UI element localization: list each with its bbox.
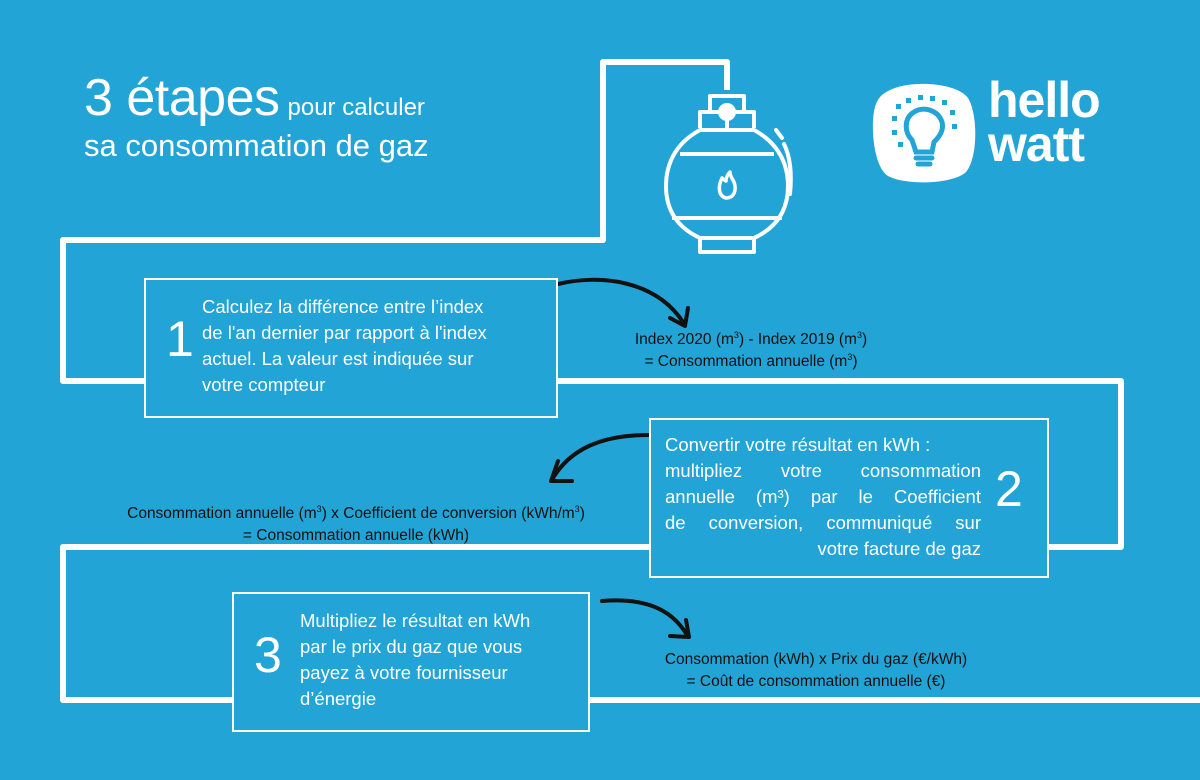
title-small: pour calculer	[287, 94, 425, 121]
step-2-box	[649, 418, 1049, 578]
step-3-line: Multipliez le résultat en kWh	[300, 610, 531, 631]
flame-icon	[719, 172, 735, 198]
step-1-line: votre compteur	[202, 374, 326, 395]
page-title	[84, 69, 429, 163]
step-2-number: 2	[995, 461, 1023, 517]
step-1-line: de l'an dernier par rapport à l'index	[202, 322, 487, 343]
step-1-number: 1	[166, 311, 194, 367]
step-1-line: actuel. La valeur est indiquée sur	[202, 348, 474, 369]
step-1-text	[202, 294, 487, 398]
step-1-formula: Index 2020 $(m^3)$ - Index 2019 $(m^3)$ = Consommation annuelle $(m^3)$	[634, 329, 868, 370]
logo-line2: watt	[988, 116, 1084, 172]
logo-wordmark	[988, 72, 1100, 172]
logo-line1: hello	[988, 72, 1100, 128]
step-2-line: multipliez votre consommation	[665, 460, 981, 481]
step-2-text	[665, 432, 981, 562]
step-3-formula: Consommation (kWh) x Prix du gaz (€/kWh) = Coût de consommation annuelle (€)	[664, 651, 968, 690]
step-2-line: annuelle (m³) par le Coefficient	[665, 486, 981, 507]
title-big: 3 étapes	[84, 69, 280, 127]
step-1-box	[144, 278, 558, 418]
step-2-line: Convertir votre résultat en kWh :	[665, 434, 931, 455]
step-2-formula: Consommation annuelle $(m^3)$ x Coefficient de conversion $(kWh/m^3)$ = Consommation annuelle (kWh)	[127, 503, 585, 544]
gas-bottle-icon	[660, 84, 800, 254]
lightbulb-icon	[870, 78, 978, 186]
step-1-line: Calculez la différence entre l’index	[202, 296, 484, 317]
step-3-box	[232, 592, 590, 732]
step-3-line: payez à votre fournisseur	[300, 662, 508, 683]
step-3-number: 3	[254, 627, 282, 683]
step-2-line: de conversion, communiqué sur	[665, 512, 981, 533]
title-line2: sa consommation de gaz	[84, 128, 429, 163]
step-2-line: votre facture de gaz	[817, 538, 981, 559]
hellowatt-logo	[870, 70, 1130, 190]
step-3-line: par le prix du gaz que vous	[300, 636, 523, 657]
step-3-text	[300, 608, 530, 712]
step-3-line: d’énergie	[300, 688, 377, 709]
